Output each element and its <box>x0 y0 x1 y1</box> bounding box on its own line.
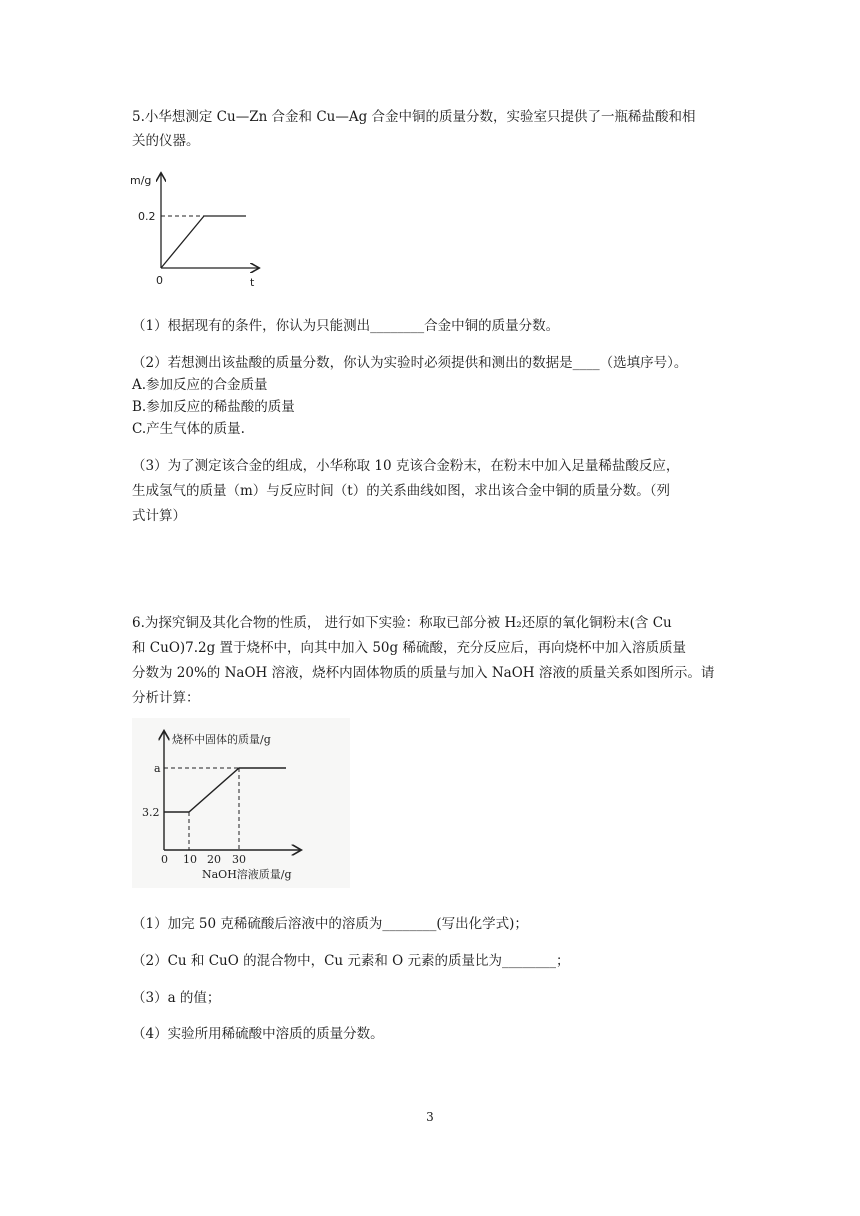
page-number: 3 <box>426 1110 434 1124</box>
q5-option-c: C.产生气体的质量. <box>132 421 245 437</box>
q6-intro-line1: 6.为探究铜及其化合物的性质， 进行如下实验：称取已部分被 H₂还原的氧化铜粉末(含 Cu <box>132 615 672 631</box>
q6-part2: （2）Cu 和 CuO 的混合物中，Cu 元素和 O 元素的质量比为________； <box>132 953 570 969</box>
q5-option-b: B.参加反应的稀盐酸的质量 <box>132 399 295 415</box>
q5-intro-line2: 关的仪器。 <box>132 133 200 149</box>
q5-option-a: A.参加反应的合金质量 <box>132 377 268 393</box>
q6-part4: （4）实验所用稀硫酸中溶质的质量分数。 <box>132 1026 384 1042</box>
q5-intro-line1: 5.小华想测定 Cu—Zn 合金和 Cu—Ag 合金中铜的质量分数，实验室只提供了一瓶稀盐酸和相 <box>132 109 696 125</box>
q6-x-tick-20: 20 <box>207 853 221 866</box>
q6-y-tick-3-2: 3.2 <box>142 806 160 819</box>
q5-part2: （2）若想测出该盐酸的质量分数，你认为实验时必须提供和测出的数据是____（选填序号）。 <box>132 355 688 371</box>
q6-part1: （1）加完 50 克稀硫酸后溶液中的溶质为________(写出化学式)； <box>132 916 528 932</box>
q6-part3: （3）a 的值； <box>132 990 221 1006</box>
q6-x-tick-10: 10 <box>183 853 197 866</box>
q6-x-tick-0: 0 <box>161 853 168 866</box>
q5-part3-line2: 生成氢气的质量（m）与反应时间（t）的关系曲线如图，求出该合金中铜的质量分数。（列 <box>132 483 670 499</box>
q5-part3-line3: 式计算） <box>132 508 186 524</box>
q6-intro-line2: 和 CuO)7.2g 置于烧杯中，向其中加入 50g 稀硫酸，充分反应后，再向烧杯中加入溶质质量 <box>132 640 686 656</box>
q5-ylabel: m/g <box>130 174 152 187</box>
q6-xlabel: NaOH溶液质量/g <box>202 868 292 881</box>
q5-chart <box>126 166 266 290</box>
q6-intro-line4: 分析计算： <box>132 690 200 706</box>
q5-origin-label: 0 <box>156 274 163 287</box>
q5-xlabel: t <box>250 276 255 289</box>
q6-y-tick-a: a <box>154 762 161 775</box>
q6-chart <box>132 718 350 888</box>
q6-x-tick-30: 30 <box>232 853 246 866</box>
q5-part1: （1）根据现有的条件，你认为只能测出________合金中铜的质量分数。 <box>132 318 560 334</box>
q6-ylabel: 烧杯中固体的质量/g <box>172 733 271 746</box>
q5-series-line <box>161 216 246 268</box>
q6-intro-line3: 分数为 20%的 NaOH 溶液，烧杯内固体物质的质量与加入 NaOH 溶液的质量关系如图所示。请 <box>132 665 715 681</box>
q5-y-tick-label: 0.2 <box>138 210 156 223</box>
q5-part3-line1: （3）为了测定该合金的组成，小华称取 10 克该合金粉末，在粉末中加入足量稀盐酸反应， <box>132 458 680 474</box>
